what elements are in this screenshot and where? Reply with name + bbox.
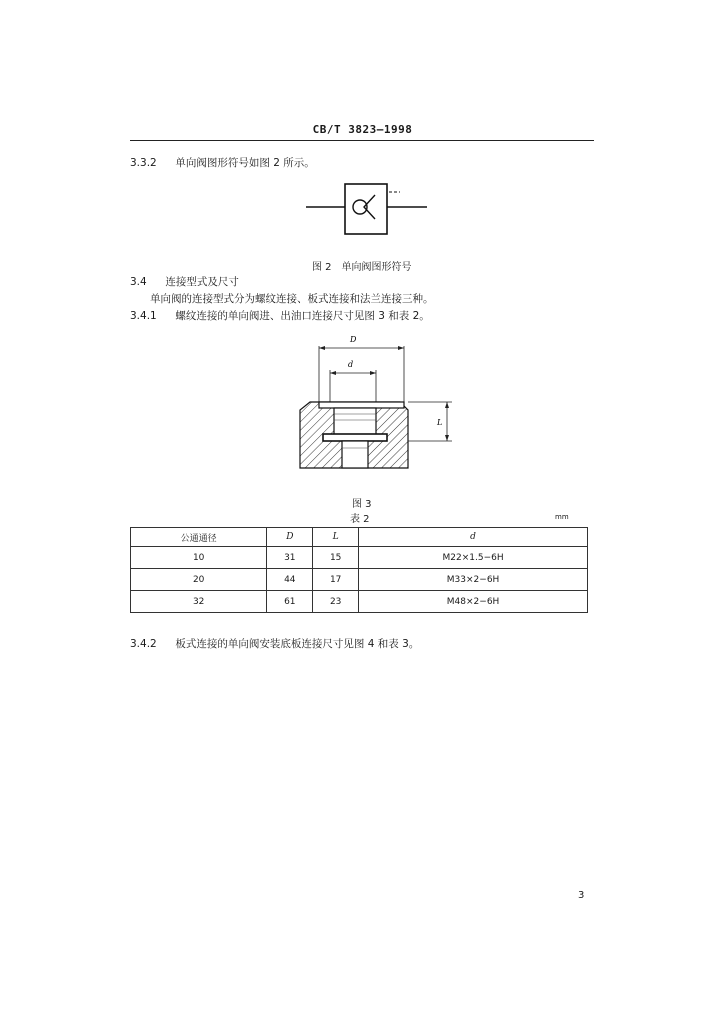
oil-passage [342, 441, 368, 468]
section-text: 螺纹连接的单向阀进、出油口连接尺寸见图 3 和表 2。 [175, 310, 430, 322]
threaded-bore [334, 408, 376, 436]
section-text: 单向阀图形符号如图 2 所示。 [175, 157, 315, 169]
cell-d: M48×2−6H [359, 591, 588, 613]
cell-nominal-diameter: 10 [131, 547, 267, 569]
table-row [131, 569, 588, 591]
cell-L: 15 [313, 547, 359, 569]
section-number: 3.4 [130, 276, 147, 288]
section-title: 连接型式及尺寸 [165, 276, 239, 288]
cell-L: 17 [313, 569, 359, 591]
check-valve-symbol-figure [300, 178, 435, 240]
relief-groove [323, 434, 387, 441]
section-3-3-2 [130, 155, 315, 170]
dim-L-label: L [437, 418, 443, 427]
cell-L: 23 [313, 591, 359, 613]
cell-nominal-diameter: 32 [131, 591, 267, 613]
cell-nominal-diameter: 20 [131, 569, 267, 591]
table-2 [130, 527, 588, 613]
section-3-4-heading [130, 274, 239, 289]
threaded-port-figure [290, 330, 470, 480]
table-row [131, 547, 588, 569]
table-2-title: 表 2 [350, 514, 370, 525]
section-number: 3.3.2 [130, 157, 157, 169]
header-d: d [359, 528, 588, 547]
section-3-4-2 [130, 636, 419, 651]
cell-d: M33×2−6H [359, 569, 588, 591]
cell-D: 61 [267, 591, 313, 613]
page-number: 3 [578, 890, 585, 901]
table-2-unit: mm [555, 513, 569, 521]
symbol-seat [364, 195, 375, 219]
section-number: 3.4.1 [130, 310, 157, 322]
counterbore [319, 402, 404, 408]
section-text: 板式连接的单向阀安装底板连接尺寸见图 4 和表 3。 [175, 638, 420, 650]
table-row [131, 591, 588, 613]
table-header-row [131, 528, 588, 547]
section-3-4-body: 单向阀的连接型式分为螺纹连接、板式连接和法兰连接三种。 [150, 293, 434, 305]
header-D: D [267, 528, 313, 547]
section-3-4-1 [130, 308, 430, 323]
figure-2-caption: 图 2 单向阀图形符号 [312, 262, 412, 273]
dim-d-label: d [348, 360, 354, 369]
figure-3-caption: 图 3 [352, 499, 372, 510]
section-number: 3.4.2 [130, 638, 157, 650]
cell-D: 44 [267, 569, 313, 591]
page-header: CB/T 3823—1998 [312, 123, 413, 136]
cell-D: 31 [267, 547, 313, 569]
dim-D-label: D [350, 335, 357, 344]
header-L: L [313, 528, 359, 547]
header-rule [130, 140, 594, 141]
cell-d: M22×1.5−6H [359, 547, 588, 569]
header-nominal-diameter: 公通通径 [131, 528, 267, 547]
